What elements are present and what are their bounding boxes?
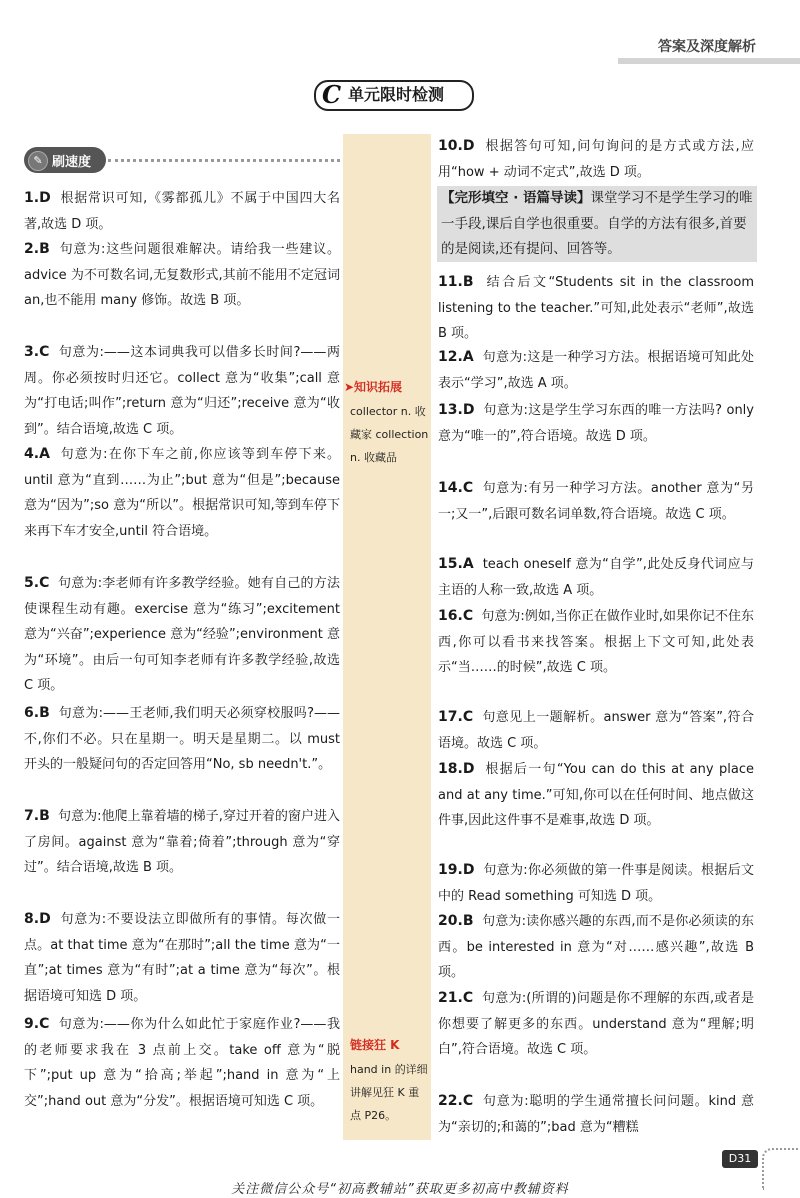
answer-item [438, 986, 754, 1063]
question-number: 3. [24, 344, 40, 360]
answer-letter: B [462, 913, 474, 929]
question-number: 12. [438, 349, 463, 365]
answer-item [24, 907, 340, 1009]
explanation: 句意为:例如,当你正在做作业时,如果你记不住东西,你可以看书来找答案。根据上下文可知,此处表示“当……的时候”,故选 C 项。 [438, 609, 755, 675]
link-note-heading: 链接狂 K [350, 1038, 400, 1052]
explanation: 句意为:不要设法立即做所有的事情。每次做一点。at that time 意为“在那时”;all the time 意为“一直”;at times 意为“有时”;at a time 意为“每次”。根据语境可知选 D 项。 [24, 912, 340, 1004]
question-number: 16. [438, 608, 463, 624]
question-number: 2. [24, 241, 40, 257]
question-number: 19. [438, 862, 463, 878]
answer-letter: D [462, 402, 475, 418]
answer-letter: B [39, 705, 50, 721]
explanation: 结合后文“Students sit in the classroom listening to the teacher.”可知,此处表示“老师”,故选 B 项。 [438, 275, 755, 341]
question-number: 4. [24, 446, 40, 462]
answer-letter: D [39, 190, 51, 206]
answer-item [438, 757, 754, 834]
section-letter: C [322, 80, 342, 109]
question-number: 14. [438, 480, 463, 496]
question-number: 8. [24, 911, 40, 927]
explanation: 句意为:——王老师,我们明天必须穿校服吗?——不,你们不必。只在星期一。明天是星期二。以 must 开头的一般疑问句的否定回答用“No, sb needn't.”。 [24, 706, 341, 772]
header-rule [618, 58, 800, 64]
question-number: 17. [438, 709, 463, 725]
answer-letter: C [39, 1016, 50, 1032]
question-number: 11. [438, 274, 463, 290]
question-number: 13. [438, 402, 463, 418]
explanation: 句意为:读你感兴趣的东西,而不是你必须读的东西。be interested in 意为“对……感兴趣”,故选 B 项。 [438, 914, 755, 980]
answer-item [24, 442, 340, 544]
explanation: 根据后一句“You can do this at any place and at any time.”可知,你可以在任何时间、地点做这件事,因此这件事不是难事,故选 D 项。 [438, 762, 755, 828]
answer-letter: C [462, 709, 474, 725]
question-number: 21. [438, 990, 463, 1006]
question-number: 18. [438, 761, 463, 777]
answer-item [438, 398, 754, 449]
question-number: 5. [24, 575, 40, 591]
knowledge-note-heading: ➤知识拓展 [344, 380, 403, 394]
section-title-box [314, 80, 474, 111]
explanation: 句意为:有另一种学习方法。another 意为“另一;又一”,后跟可数名词单数,符合语境。故选 C 项。 [438, 481, 754, 522]
explanation: 句意为:李老师有许多教学经验。她有自己的方法使课程生动有趣。exercise 意为“练习”;excitement 意为“兴奋”;experience 意为“经验”;environment 意为“环境”。由后一句可知李老师有许多教学经验,故选 C 项。 [24, 576, 340, 693]
speed-badge-label: 刷速度 [52, 155, 92, 170]
answer-letter: C [39, 575, 50, 591]
speed-badge [24, 147, 106, 173]
explanation: 句意为:——你为什么如此忙于家庭作业?——我的老师要求我在 3 点前上交。take off 意为“脱下”;put up 意为“拾高;举起”;hand in 意为“上交”;hand out 意为“分发”。根据语境可知选 C 项。 [24, 1017, 341, 1109]
answer-item [438, 345, 754, 396]
answer-letter: B [39, 241, 50, 257]
explanation: 句意为:聪明的学生通常擅长问问题。kind 意为“亲切的;和蔼的”;bad 意为“糟糕 [438, 1094, 755, 1135]
answer-letter: D [462, 761, 475, 777]
knowledge-note-body: collector n. 收藏家 collection n. 收藏品 [350, 405, 429, 464]
question-number: 15. [438, 556, 463, 572]
passage-guide-label: 【完形填空 · 语篇导读】 [441, 190, 591, 206]
question-number: 10. [438, 138, 463, 154]
footer-text: 关注微信公众号“初高教辅站”获取更多初高中教辅资料 [231, 1182, 569, 1197]
answer-item [438, 134, 754, 185]
answer-item [438, 552, 754, 603]
margin-notes-column [343, 134, 431, 1140]
answer-item [24, 186, 340, 237]
explanation: 句意为:这些问题很难解决。请给我一些建议。advice 为不可数名词,无复数形式,其前不能用不定冠词 an,也不能用 many 修饰。故选 B 项。 [24, 242, 340, 308]
answer-item [438, 604, 754, 681]
book-icon: ✎ [28, 151, 48, 171]
answer-item [24, 804, 340, 881]
answer-letter: A [462, 349, 474, 365]
explanation: 句意为:这是一种学习方法。根据语境可知此处表示“学习”,故选 A 项。 [438, 350, 754, 391]
explanation: 句意为:这是学生学习东西的唯一方法吗? only 意为“唯一的”,符合语境。故选 D 项。 [438, 403, 754, 444]
corner-title: 答案及深度解析 [658, 39, 756, 55]
answer-letter: C [39, 344, 50, 360]
answer-item [24, 340, 340, 442]
explanation: 根据常识可知,《雾都孤儿》不属于中国四大名著,故选 D 项。 [24, 191, 341, 232]
explanation: 句意见上一题解析。answer 意为“答案”,符合语境。故选 C 项。 [438, 710, 754, 751]
explanation: 句意为:(所谓的)问题是你不理解的东西,或者是你想要了解更多的东西。understand 意为“理解;明白”,符合语境。故选 C 项。 [438, 991, 755, 1057]
answer-item [438, 270, 754, 347]
answer-letter: A [462, 556, 474, 572]
question-number: 7. [24, 808, 40, 824]
explanation: 句意为:在你下车之前,你应该等到车停下来。until 意为“直到……为止”;but 意为“但是”;because 意为“因为”;so 意为“所以”。根据常识可知,等到车停下来再下车才安全,until 符合语境。 [24, 447, 341, 539]
answer-item [438, 909, 754, 986]
answer-letter: C [462, 990, 474, 1006]
answer-item [24, 1012, 340, 1114]
answer-item [24, 571, 340, 699]
answer-letter: D [39, 911, 51, 927]
answer-letter: A [39, 446, 50, 462]
answer-item [438, 476, 754, 527]
passage-guide [437, 186, 757, 262]
answer-letter: B [39, 808, 50, 824]
question-number: 20. [438, 913, 463, 929]
question-number: 22. [438, 1093, 463, 1109]
answer-letter: C [462, 608, 474, 624]
explanation: teach oneself 意为“自学”,此处反身代词应与主语的人称一致,故选 A 项。 [438, 557, 755, 598]
explanation: 根据答句可知,问句询问的是方式或方法,应用“how + 动词不定式”,故选 D 项。 [438, 139, 755, 180]
question-number: 1. [24, 190, 40, 206]
question-number: 9. [24, 1016, 40, 1032]
page-number: D31 [722, 1150, 758, 1168]
explanation: 句意为:他爬上靠着墙的梯子,穿过开着的窗户进入了房间。against 意为“靠着;倚着”;through 意为“穿过”。结合语境,故选 B 项。 [24, 809, 341, 875]
answer-letter: B [462, 274, 474, 290]
passage-guide-text: 课堂学习不是学生学习的唯一手段,课后自学也很重要。自学的方法有很多,首要的是阅读,还有提问、回答等。 [441, 190, 753, 257]
answer-letter: D [462, 862, 475, 878]
explanation: 句意为:——这本词典我可以借多长时间?——两周。你必须按时归还它。collect 意为“收集”;call 意为“打电话;叫作”;return 意为“归还”;receive 意为“收到”。结合语境,故选 C 项。 [24, 345, 341, 437]
section-title: 单元限时检测 [348, 85, 445, 104]
dotted-divider [108, 159, 340, 162]
answer-item [438, 1089, 754, 1140]
answer-item [438, 705, 754, 756]
answer-letter: D [462, 138, 475, 154]
answer-item [24, 237, 340, 314]
link-note-body: hand in 的详细讲解见狂 K 重点 P26。 [350, 1063, 428, 1122]
answer-item [24, 701, 340, 778]
answer-item [438, 858, 754, 909]
answer-letter: C [462, 480, 474, 496]
explanation: 句意为:你必须做的第一件事是阅读。根据后文中的 Read something 可知选 D 项。 [438, 863, 755, 904]
question-number: 6. [24, 705, 40, 721]
answer-letter: C [462, 1093, 474, 1109]
